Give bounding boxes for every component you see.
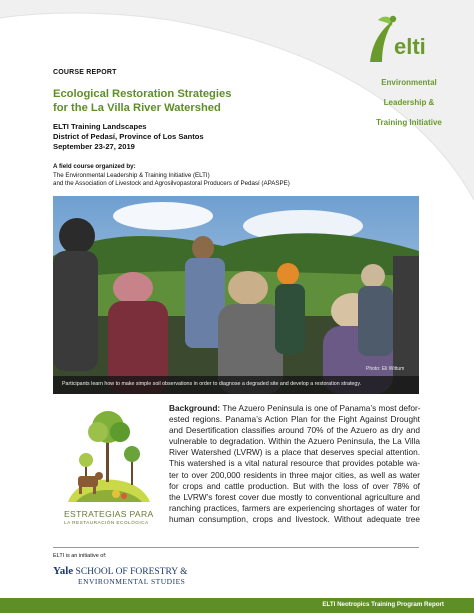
background-paragraph: [169, 403, 420, 525]
background-line: vulnerable to degradation. Within the Azuero Peninsula, the La Villa: [169, 436, 420, 447]
field-course-photo: [53, 196, 419, 394]
footer-program-report: ELTI Neotropics Training Program Report: [322, 601, 444, 608]
yale-name: Yale: [53, 565, 74, 577]
report-type-label: COURSE REPORT: [53, 69, 117, 76]
elti-logo: [360, 14, 440, 64]
organizer-line: and the Association of Livestock and Agrosilvopastoral Producers of Pedasí (APASPE): [53, 180, 290, 187]
report-title-line: Ecological Restoration Strategies: [53, 88, 232, 100]
background-line: [169, 403, 420, 414]
background-line: and Desertification classifies around 70% of the Azuero as dry and: [169, 425, 420, 436]
logo-tagline: [354, 68, 464, 138]
report-title: [53, 87, 303, 115]
program-dates: September 23-27, 2019: [53, 142, 135, 151]
background-line: ranching practices, farmers are experiencing shortages of water for: [169, 502, 420, 513]
logo-wordmark: elti: [394, 34, 426, 59]
estrategias-illustration: [58, 402, 158, 514]
report-title-line: for the La Villa River Watershed: [53, 102, 221, 114]
background-line: River Watershed (LVRW) is a place that deserves special attention.: [169, 447, 420, 458]
organizers-lead: A field course organized by:: [53, 163, 136, 170]
yale-logo: [53, 565, 188, 577]
background-line: ter to over 200,000 residents in three major cities, as well as water: [169, 469, 420, 480]
photo-credit: Photo: Eli Wittum: [366, 366, 405, 372]
yale-school-line2: ENVIRONMENTAL STUDIES: [78, 577, 186, 586]
footer-divider: [53, 547, 419, 548]
initiative-label: ELTI is an initiative of:: [53, 553, 107, 559]
estrategias-title: ESTRATEGIAS PARA: [64, 509, 154, 519]
background-line-text: The Azuero Peninsula is one of Panama’s most defor-: [220, 403, 421, 413]
organizer-line: The Environmental Leadership & Training Initiative (ELTI): [53, 171, 210, 179]
yale-school-line1: SCHOOL OF FORESTRY &: [75, 567, 188, 577]
program-location: District of Pedasí, Province of Los Santos: [53, 132, 204, 141]
organizers: [53, 163, 290, 189]
background-line: the LVRW’s forest cover due mostly to conventional agriculture and: [169, 491, 420, 502]
estrategias-subtitle: LA RESTAURACIÓN ECOLÓGICA: [64, 521, 149, 526]
logo-tagline-line: Training Initiative: [376, 118, 442, 127]
background-line: human consumption, crops and livestock. Without adequate tree: [169, 513, 420, 524]
logo-tagline-line: Environmental: [381, 78, 437, 87]
program-info: [53, 122, 204, 152]
background-label: Background:: [169, 403, 221, 413]
background-line: This watershed is a vital natural resource that provides potable wa-: [169, 458, 420, 469]
logo-tagline-line: Leadership &: [383, 98, 435, 107]
background-line: for crops and cattle production. But with the loss of over 78% of: [169, 480, 420, 491]
program-name: ELTI Training Landscapes: [53, 122, 147, 131]
photo-caption: Participants learn how to make simple soil observations in order to diagnose a degraded site and develop a restoration strategy.: [62, 381, 362, 387]
background-line: ested regions. Panama’s Action Plan for the Fight Against Drought: [169, 414, 420, 425]
